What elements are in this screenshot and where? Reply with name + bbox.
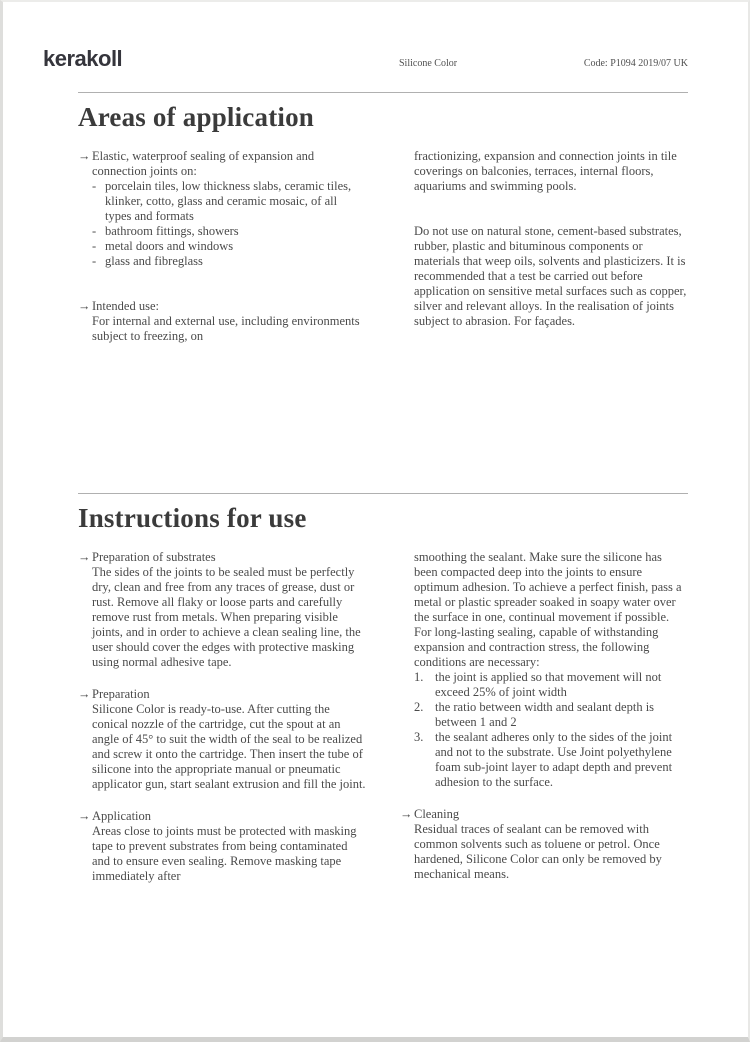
dash-list-item [92,224,366,239]
dash-bullet-icon: - [92,224,97,238]
item-text: Areas close to joints must be protected with masking tape to prevent substrates from being contaminated and to ensure even sealing. Remove masking tape immediately after [92,824,357,883]
document-section [78,493,688,884]
dash-bullet-icon: - [92,239,97,253]
item-title: Intended use: [92,299,159,313]
page-header [3,2,748,92]
section-title: Instructions for use [78,503,307,533]
section-columns [78,149,688,344]
text-column [400,550,688,884]
numbered-list [414,670,688,790]
item-text: For internal and external use, including environments subject to freezing, on [92,314,360,343]
numbered-item-text: the joint is applied so that movement will not exceed 25% of joint width [435,670,662,699]
text-column [78,149,366,344]
dash-list-item [92,179,366,224]
arrow-bullet-icon: → [78,550,91,564]
item-title: Preparation of substrates [92,550,216,564]
arrow-list-item [78,550,366,670]
kerakoll-logo: kerakoll [43,46,123,71]
numbered-item [414,670,688,700]
item-body [92,299,366,344]
arrow-bullet-icon: → [78,809,91,823]
arrow-list-item [78,149,366,269]
item-text: Residual traces of sealant can be removed with common solvents such as toluene or petrol. Once hardened, Silicone Color can only be removed by mechanical means. [414,822,662,881]
item-number: 1. [414,670,424,684]
item-text: Silicone Color is ready-to-use. After cutting the conical nozzle of the cartridge, cut the spout at an angle of 45° to suit the width of the seal to be realized and screw it onto the cartridge. Then insert the tube of silicone into the appropriate manual or pneumatic applicator gun, start sealant extrusion and fill the joint. [92,702,366,791]
dash-list-item [92,239,366,254]
product-name: Silicone Color [399,58,458,69]
numbered-item [414,730,688,790]
item-body [414,807,688,882]
item-body [92,809,366,884]
paragraph: smoothing the sealant. Make sure the silicone has been compacted deep into the joints to ensure optimum adhesion. To achieve a perfect finish, pass a metal or plastic spreader soaked in soapy water over the surface in one, continual movement if possible. For long-lasting sealing, capable of withstanding expansion and contraction stress, the following conditions are necessary: [414,550,682,669]
arrow-bullet-icon: → [78,299,91,313]
paragraph: Do not use on natural stone, cement-based substrates, rubber, plastic and bituminous components or materials that weep oils, solvents and plasticizers. It is recommended that a test be carried out before application on sensitive metal surfaces such as copper, silver and relevant alloys. In the realisation of joints subject to abrasion. For façades. [414,224,687,328]
item-text: Elastic, waterproof sealing of expansion and connection joints on: [92,149,315,178]
dash-bullet-icon: - [92,179,97,193]
item-body [92,149,366,269]
dash-item-text: bathroom fittings, showers [105,224,239,238]
item-number: 2. [414,700,424,714]
section-divider [78,493,688,494]
item-body [92,687,366,792]
arrow-bullet-icon: → [78,149,91,163]
numbered-item-text: the sealant adheres only to the sides of the joint and not to the substrate. Use Joint polyethylene foam sub-joint layer to adapt depth and prevent adhesion to the surface. [435,730,673,789]
paragraph: fractionizing, expansion and connection joints in tile coverings on balconies, terraces, internal floors, aquariums and swimming pools. [414,149,677,193]
arrow-list-item [78,299,366,344]
dash-bullet-icon: - [92,254,97,268]
section-divider [78,92,688,93]
document-section [78,92,688,493]
text-column [78,550,366,884]
dash-item-text: porcelain tiles, low thickness slabs, ceramic tiles, klinker, cotto, glass and ceramic mosaic, of all types and formats [105,179,352,223]
dash-item-text: metal doors and windows [105,239,234,253]
dash-list-item [92,254,366,269]
item-title: Preparation [92,687,150,701]
section-columns [78,550,688,884]
item-title: Cleaning [414,807,460,821]
item-number: 3. [414,730,424,744]
dash-item-text: glass and fibreglass [105,254,203,268]
sections [78,92,688,884]
section-title: Areas of application [78,102,315,132]
document-code: Code: P1094 2019/07 UK [583,58,688,69]
item-title: Application [92,809,152,823]
numbered-item [414,700,688,730]
item-text: The sides of the joints to be sealed must be perfectly dry, clean and free from any traces of grease, dust or rust. Remove all flaky or loose parts and carefully remove rust from metals. When preparing visible joints, and in order to achieve a clean sealing line, the user should cover the edges with protective masking using normal adhesive tape. [92,565,361,669]
arrow-bullet-icon: → [400,807,413,821]
arrow-list-item [78,809,366,884]
arrow-bullet-icon: → [78,687,91,701]
arrow-list-item [78,687,366,792]
text-column [400,149,688,344]
arrow-list-item [400,807,688,882]
item-body [92,550,366,670]
numbered-item-text: the ratio between width and sealant depth is between 1 and 2 [435,700,655,729]
